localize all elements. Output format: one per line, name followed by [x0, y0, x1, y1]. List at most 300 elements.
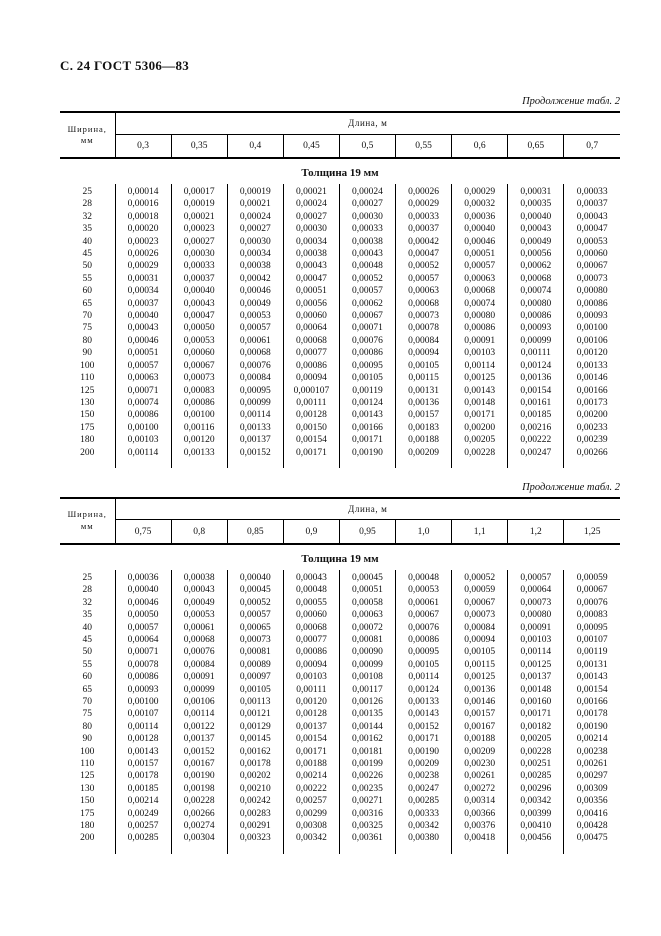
table-cell: 0,00050	[171, 322, 227, 334]
table-cell: 0,00043	[115, 322, 171, 334]
width-value: 200	[80, 447, 95, 458]
table-cell: 0,00099	[339, 659, 395, 671]
table-cell: 0,00060	[564, 248, 620, 260]
table-cell: 0,00356	[564, 795, 620, 807]
table-cell: 0,00185	[508, 409, 564, 421]
table-cell: 0,00078	[115, 659, 171, 671]
table-cell: 0,00065	[227, 622, 283, 634]
table-cell: 0,00131	[564, 659, 620, 671]
table-cell: 0,00137	[508, 671, 564, 683]
width-value: 40	[82, 236, 92, 247]
length-column-header: 0,4	[227, 134, 283, 158]
table-cell: 0,00094	[283, 659, 339, 671]
table-cell: 0,00027	[171, 236, 227, 248]
table-cell: 0,00027	[339, 198, 395, 210]
width-value: 55	[82, 659, 92, 670]
table-cell: 0,00060	[171, 347, 227, 359]
width-value: 45	[82, 249, 92, 260]
table-cell: 0,00214	[564, 733, 620, 745]
header-row-2	[60, 520, 620, 544]
table-cell: 0,00342	[508, 795, 564, 807]
table-cell: 0,00056	[508, 248, 564, 260]
table-cell: 0,00068	[508, 273, 564, 285]
table-cell: 0,00285	[508, 770, 564, 782]
table-cell: 0,00029	[452, 184, 508, 198]
table-cell: 0,00071	[115, 646, 171, 658]
table-cell: 0,00052	[227, 597, 283, 609]
table-cell: 0,00209	[396, 447, 452, 459]
table-cell: 0,00046	[227, 285, 283, 297]
table-cell: 0,00456	[508, 832, 564, 844]
table-cell: 0,00071	[115, 385, 171, 397]
table-cell: 0,00051	[115, 347, 171, 359]
table-cell: 0,00167	[452, 721, 508, 733]
table-row	[60, 758, 620, 770]
table-cell: 0,00017	[171, 184, 227, 198]
stub-cell	[339, 459, 395, 468]
width-value: 110	[80, 373, 95, 384]
table-row	[60, 783, 620, 795]
table-cell: 0,00100	[115, 422, 171, 434]
width-value: 180	[80, 435, 95, 446]
table-cell: 0,00222	[508, 434, 564, 446]
table-cell: 0,00188	[452, 733, 508, 745]
table-cell: 0,00133	[171, 447, 227, 459]
table-cell: 0,00023	[115, 236, 171, 248]
table-row	[60, 198, 620, 210]
table-cell: 0,00143	[339, 409, 395, 421]
table-cell: 0,00316	[339, 808, 395, 820]
table-cell: 0,00045	[339, 570, 395, 584]
table-cell: 0,00084	[396, 335, 452, 347]
table-cell: 0,00399	[508, 808, 564, 820]
stub-cell	[508, 459, 564, 468]
stub-cell	[452, 459, 508, 468]
table-cell: 0,00061	[227, 335, 283, 347]
length-column-header: 0,55	[396, 134, 452, 158]
table-cell: 0,00226	[339, 770, 395, 782]
table-cell: 0,00099	[227, 397, 283, 409]
table-cell: 0,00114	[396, 671, 452, 683]
table-cell: 0,00323	[227, 832, 283, 844]
length-column-header: 0,85	[227, 520, 283, 544]
table-cell: 0,00190	[339, 447, 395, 459]
dimension-table-1	[60, 111, 620, 468]
length-column-header: 0,8	[171, 520, 227, 544]
table-cell: 0,00103	[452, 347, 508, 359]
stub-cell	[115, 459, 171, 468]
table-cell: 0,00053	[171, 609, 227, 621]
width-value: 32	[82, 597, 92, 608]
table-cell: 0,00067	[452, 597, 508, 609]
table-cell: 0,00074	[452, 298, 508, 310]
table-cell: 0,00475	[564, 832, 620, 844]
table-row	[60, 832, 620, 844]
table-row	[60, 260, 620, 272]
stub-cell	[283, 459, 339, 468]
width-value: 125	[80, 771, 95, 782]
table-cell: 0,00125	[508, 659, 564, 671]
table-cell: 0,00043	[171, 298, 227, 310]
length-column-header: 0,9	[283, 520, 339, 544]
table-cell: 0,00068	[283, 335, 339, 347]
table-cell: 0,00067	[564, 584, 620, 596]
table-cell: 0,00030	[339, 211, 395, 223]
table-cell: 0,00040	[227, 570, 283, 584]
table-cell: 0,00111	[283, 684, 339, 696]
table-row	[60, 385, 620, 397]
stub-cell	[396, 845, 452, 854]
table-cell: 0,00181	[339, 746, 395, 758]
length-column-header: 0,7	[564, 134, 620, 158]
stub-cell	[60, 845, 115, 854]
table-cell: 0,00051	[452, 248, 508, 260]
width-value: 50	[82, 647, 92, 658]
length-column-header: 0,3	[115, 134, 171, 158]
table-cell: 0,00299	[283, 808, 339, 820]
table-cell: 0,00057	[339, 285, 395, 297]
table-cell: 0,00115	[396, 372, 452, 384]
table-cell: 0,00026	[115, 248, 171, 260]
table-cell: 0,00058	[339, 597, 395, 609]
table-cell: 0,00366	[452, 808, 508, 820]
table-cell: 0,00034	[283, 236, 339, 248]
table-cell: 0,00297	[564, 770, 620, 782]
table-cell: 0,00064	[283, 322, 339, 334]
width-value: 125	[80, 385, 95, 396]
table-row	[60, 671, 620, 683]
table-cell: 0,00171	[283, 447, 339, 459]
table-cell: 0,00056	[283, 298, 339, 310]
table-cell: 0,00145	[227, 733, 283, 745]
table-cell: 0,00059	[452, 584, 508, 596]
table-cell: 0,00119	[564, 646, 620, 658]
length-column-header: 1,2	[508, 520, 564, 544]
table-cell: 0,00067	[171, 360, 227, 372]
table-cell: 0,00272	[452, 783, 508, 795]
table-cell: 0,00033	[339, 223, 395, 235]
table-cell: 0,00166	[339, 422, 395, 434]
thickness-title: Толщина 19 мм	[301, 552, 379, 565]
table-cell: 0,00154	[283, 434, 339, 446]
table-cell: 0,00060	[283, 609, 339, 621]
table-cell: 0,00014	[115, 184, 171, 198]
table-cell: 0,00036	[452, 211, 508, 223]
table-cell: 0,00061	[171, 622, 227, 634]
table-cell: 0,00216	[508, 422, 564, 434]
table-cell: 0,00090	[339, 646, 395, 658]
table-cell: 0,00062	[508, 260, 564, 272]
table-cell: 0,00064	[508, 584, 564, 596]
table-cell: 0,00120	[283, 696, 339, 708]
table-cell: 0,00143	[115, 746, 171, 758]
table-cell: 0,00129	[227, 721, 283, 733]
table-cell: 0,00205	[508, 733, 564, 745]
table-cell: 0,00166	[564, 385, 620, 397]
table-cell: 0,00067	[564, 260, 620, 272]
header-row-2	[60, 134, 620, 158]
table-row	[60, 285, 620, 297]
table-cell: 0,00105	[452, 646, 508, 658]
table-cell: 0,00285	[396, 795, 452, 807]
table-cell: 0,00033	[564, 184, 620, 198]
dimension-table-2	[60, 497, 620, 854]
table-cell: 0,00063	[396, 285, 452, 297]
table-cell: 0,00032	[452, 198, 508, 210]
table-cell: 0,00049	[171, 597, 227, 609]
table-cell: 0,00068	[171, 634, 227, 646]
table-cell: 0,00111	[283, 397, 339, 409]
table-row	[60, 223, 620, 235]
table-row	[60, 634, 620, 646]
table-cell: 0,00154	[508, 385, 564, 397]
table-cell: 0,00105	[396, 360, 452, 372]
table-cell: 0,00152	[227, 447, 283, 459]
table-cell: 0,00078	[396, 322, 452, 334]
width-value: 90	[82, 348, 92, 359]
table-cell: 0,00095	[227, 385, 283, 397]
table-cell: 0,00133	[396, 696, 452, 708]
table-cell: 0,00108	[339, 671, 395, 683]
table-cell: 0,00100	[564, 322, 620, 334]
table-cell: 0,00148	[508, 684, 564, 696]
table-cell: 0,00043	[564, 211, 620, 223]
table-cell: 0,00146	[564, 372, 620, 384]
table-cell: 0,00052	[396, 260, 452, 272]
table-cell: 0,00137	[283, 721, 339, 733]
table-continuation-note-2: Продолжение табл. 2	[522, 481, 620, 493]
stub-cell	[227, 845, 283, 854]
table-cell: 0,00057	[227, 609, 283, 621]
table-cell: 0,00228	[508, 746, 564, 758]
table-cell: 0,00027	[227, 223, 283, 235]
stub-cell	[283, 845, 339, 854]
length-column-header: 0,5	[339, 134, 395, 158]
table-cell: 0,00296	[508, 783, 564, 795]
table-cell: 0,00148	[452, 397, 508, 409]
table-cell: 0,00107	[115, 708, 171, 720]
table-cell: 0,00199	[339, 758, 395, 770]
table-cell: 0,00124	[339, 397, 395, 409]
table-cell: 0,00093	[564, 310, 620, 322]
width-value: 50	[82, 261, 92, 272]
table-cell: 0,00103	[283, 671, 339, 683]
table-cell: 0,00086	[115, 409, 171, 421]
table-cell: 0,00027	[283, 211, 339, 223]
table-cell: 0,00105	[396, 659, 452, 671]
width-value: 70	[82, 311, 92, 322]
table-cell: 0,00020	[115, 223, 171, 235]
table-cell: 0,00076	[171, 646, 227, 658]
table-cell: 0,00091	[171, 671, 227, 683]
width-label-line2: мм	[80, 520, 94, 531]
table-cell: 0,00188	[283, 758, 339, 770]
table-row	[60, 447, 620, 459]
table-cell: 0,00188	[396, 434, 452, 446]
table-row	[60, 236, 620, 248]
table-cell: 0,00048	[283, 584, 339, 596]
table-cell: 0,00230	[452, 758, 508, 770]
table-cell: 0,00121	[227, 708, 283, 720]
table-cell: 0,00099	[171, 684, 227, 696]
table-cell: 0,00094	[452, 634, 508, 646]
table-cell: 0,00103	[508, 634, 564, 646]
table-cell: 0,00086	[396, 634, 452, 646]
table-continuation-note-1: Продолжение табл. 2	[522, 96, 620, 107]
table-cell: 0,00154	[283, 733, 339, 745]
table-cell: 0,00291	[227, 820, 283, 832]
table-cell: 0,00380	[396, 832, 452, 844]
table-cell: 0,00040	[115, 584, 171, 596]
table-row	[60, 347, 620, 359]
table-cell: 0,00038	[171, 570, 227, 584]
table-cell: 0,00034	[227, 248, 283, 260]
width-value: 28	[82, 585, 92, 596]
width-value: 40	[82, 622, 92, 633]
width-value: 28	[82, 199, 92, 210]
table-cell: 0,00114	[508, 646, 564, 658]
table-cell: 0,00107	[564, 634, 620, 646]
table-cell: 0,00209	[452, 746, 508, 758]
table-cell: 0,00128	[115, 733, 171, 745]
width-value: 130	[80, 783, 95, 794]
stub-cell	[508, 845, 564, 854]
table-cell: 0,00131	[396, 385, 452, 397]
table-cell: 0,00068	[283, 622, 339, 634]
width-value: 130	[80, 397, 95, 408]
table-cell: 0,00046	[115, 597, 171, 609]
table-cell: 0,00072	[339, 622, 395, 634]
table-row	[60, 696, 620, 708]
table-cell: 0,00094	[283, 372, 339, 384]
width-value: 75	[82, 709, 92, 720]
table-cell: 0,00037	[171, 273, 227, 285]
table-cell: 0,00086	[564, 298, 620, 310]
table-cell: 0,00100	[171, 409, 227, 421]
table-cell: 0,00043	[339, 248, 395, 260]
column-line-stub-row	[60, 845, 620, 854]
table-block-1	[60, 96, 620, 468]
table-cell: 0,00016	[115, 198, 171, 210]
table-cell: 0,00114	[171, 708, 227, 720]
stub-cell	[115, 845, 171, 854]
table-cell: 0,00119	[339, 385, 395, 397]
table-cell: 0,00038	[227, 260, 283, 272]
table-row	[60, 211, 620, 223]
table-row	[60, 733, 620, 745]
width-value: 35	[82, 610, 92, 621]
table-cell: 0,00071	[339, 322, 395, 334]
table-cell: 0,00076	[396, 622, 452, 634]
table-row	[60, 746, 620, 758]
table-cell: 0,00171	[396, 733, 452, 745]
table-cell: 0,00182	[508, 721, 564, 733]
table-cell: 0,00084	[171, 659, 227, 671]
table-cell: 0,00024	[227, 211, 283, 223]
width-value: 32	[82, 211, 92, 222]
table-row	[60, 584, 620, 596]
table-cell: 0,00136	[508, 372, 564, 384]
table-cell: 0,00111	[508, 347, 564, 359]
width-value: 70	[82, 697, 92, 707]
table-cell: 0,00114	[115, 447, 171, 459]
table-cell: 0,00040	[171, 285, 227, 297]
table-row	[60, 721, 620, 733]
table-cell: 0,00073	[396, 310, 452, 322]
table-cell: 0,00048	[396, 570, 452, 584]
table-cell: 0,00094	[396, 347, 452, 359]
width-label-line1: Ширина,	[67, 123, 107, 134]
table-cell: 0,00126	[339, 696, 395, 708]
width-value: 65	[82, 298, 92, 309]
table-cell: 0,00076	[564, 597, 620, 609]
table-cell: 0,00068	[227, 347, 283, 359]
table-cell: 0,00190	[564, 721, 620, 733]
table-cell: 0,00091	[508, 622, 564, 634]
table-cell: 0,00035	[508, 198, 564, 210]
table-cell: 0,00114	[115, 721, 171, 733]
table-cell: 0,00045	[227, 584, 283, 596]
table-cell: 0,00120	[171, 434, 227, 446]
table-cell: 0,00251	[508, 758, 564, 770]
table-cell: 0,00086	[508, 310, 564, 322]
stub-cell	[339, 845, 395, 854]
table-cell: 0,00239	[564, 434, 620, 446]
table-cell: 0,00418	[452, 832, 508, 844]
stub-cell	[564, 845, 620, 854]
table-cell: 0,00038	[283, 248, 339, 260]
table-row	[60, 310, 620, 322]
table-cell: 0,00046	[115, 335, 171, 347]
table-cell: 0,00238	[564, 746, 620, 758]
table-cell: 0,00030	[171, 248, 227, 260]
width-value: 25	[82, 187, 92, 197]
header-row-1	[60, 112, 620, 134]
table-cell: 0,00160	[508, 696, 564, 708]
table-cell: 0,00137	[227, 434, 283, 446]
table-cell: 0,00024	[283, 198, 339, 210]
length-column-header: 0,35	[171, 134, 227, 158]
width-value: 60	[82, 672, 92, 683]
table-cell: 0,00117	[339, 684, 395, 696]
table-row	[60, 397, 620, 409]
table-cell: 0,00019	[171, 198, 227, 210]
table-cell: 0,00064	[115, 634, 171, 646]
table-row	[60, 808, 620, 820]
table-cell: 0,00106	[564, 335, 620, 347]
table-cell: 0,00285	[115, 832, 171, 844]
table-cell: 0,00146	[452, 696, 508, 708]
table-row	[60, 184, 620, 198]
table-cell: 0,00047	[283, 273, 339, 285]
table-cell: 0,00171	[452, 409, 508, 421]
table-cell: 0,00247	[396, 783, 452, 795]
table-cell: 0,00046	[452, 236, 508, 248]
table-cell: 0,00080	[564, 285, 620, 297]
width-value: 175	[80, 808, 95, 819]
width-value: 65	[82, 684, 92, 695]
table-cell: 0,00049	[508, 236, 564, 248]
table-cell: 0,00247	[508, 447, 564, 459]
width-value: 45	[82, 634, 92, 645]
table-row	[60, 372, 620, 384]
table-cell: 0,00136	[452, 684, 508, 696]
table-cell: 0,00162	[227, 746, 283, 758]
table-cell: 0,00115	[452, 659, 508, 671]
table-cell: 0,00120	[564, 347, 620, 359]
table-cell: 0,00157	[452, 708, 508, 720]
table-cell: 0,00178	[227, 758, 283, 770]
